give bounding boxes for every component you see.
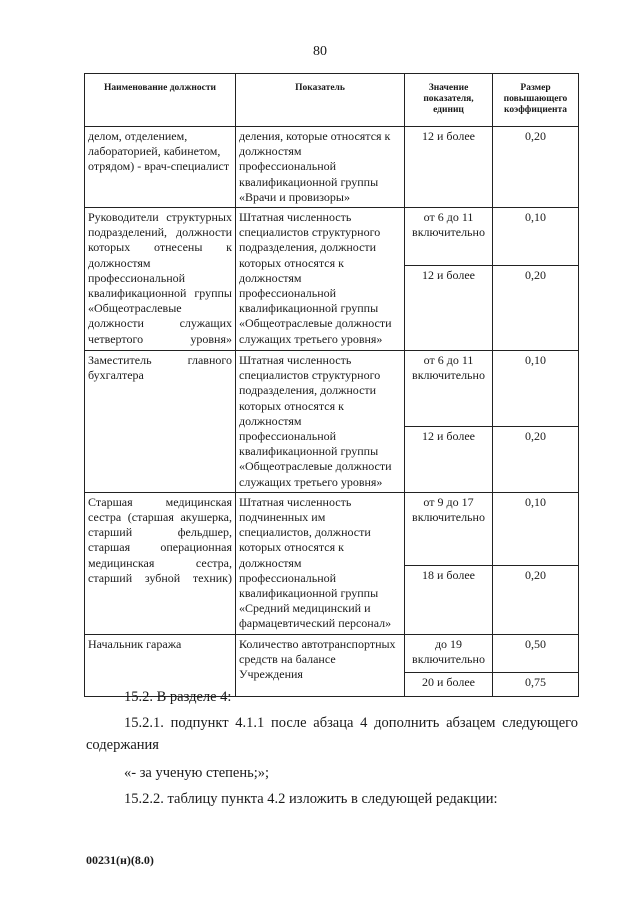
value-cell: от 6 до 11 включительно [405, 351, 493, 426]
coefficient-table [84, 73, 579, 697]
header-value: Значение показателя, единиц [405, 74, 493, 127]
table-header-row [85, 74, 579, 127]
value-cell: 12 и более [405, 266, 493, 351]
indicator-cell: Штатная численность специалистов структурного подразделения, должности которых относятся к должностям профессиональной квалификационной группы «Общеотраслевые должности служащих третьего уровня» [236, 208, 405, 351]
value-cell: 18 и более [405, 565, 493, 634]
coefficient-cell: 0,10 [493, 351, 579, 426]
coefficient-cell: 0,20 [493, 426, 579, 492]
paragraph-15-2: 15.2. В разделе 4: [124, 689, 232, 705]
paragraph-15-2-1: 15.2.1. подпункт 4.1.1 после абзаца 4 дополнить абзацем следующего содержания [86, 715, 578, 753]
header-indicator: Показатель [236, 74, 405, 127]
header-position: Наименование должности [85, 74, 236, 127]
paragraph-15-2-2: 15.2.2. таблицу пункта 4.2 изложить в следующей редакции: [124, 791, 498, 807]
document-code: 00231(н)(8.0) [86, 853, 154, 867]
table-row [85, 127, 579, 208]
position-cell: Руководители структурных подразделений, должности которых отнесены к должностям профессиональной квалификационной группы «Общеотраслевые должности служащих четвертого уровня» [85, 208, 236, 351]
table-row [85, 351, 579, 426]
table-row [85, 492, 579, 565]
coefficient-cell: 0,50 [493, 634, 579, 672]
value-cell: до 19 включительно [405, 634, 493, 672]
coefficient-cell: 0,10 [493, 492, 579, 565]
indicator-cell: Штатная численность специалистов структурного подразделения, должности которых относятся к должностям профессиональной квалификационной группы «Общеотраслевые должности служащих третьего уровня» [236, 351, 405, 493]
coefficient-cell: 0,10 [493, 208, 579, 266]
header-coefficient: Размер повышающего коэффициента [493, 74, 579, 127]
indicator-cell: деления, которые относятся к должностям профессиональной квалификационной группы «Врачи и провизоры» [236, 127, 405, 208]
coefficient-cell: 0,20 [493, 127, 579, 208]
coefficient-cell: 0,75 [493, 672, 579, 696]
coefficient-cell: 0,20 [493, 565, 579, 634]
indicator-cell: Штатная численность подчиненных им специалистов, должности которых относятся к должностям профессиональной квалификационной группы «Средний медицинский и фармацевтический персонал» [236, 492, 405, 634]
position-cell: делом, отделением, лабораторией, кабинетом, отрядом) - врач-специалист [85, 127, 236, 208]
indicator-cell: Количество автотранспортных средств на балансе Учреждения [236, 634, 405, 696]
table-row [85, 208, 579, 266]
position-cell: Старшая медицинская сестра (старшая акушерка, старший фельдшер, старшая операционная медицинская сестра, старший зубной техник) [85, 492, 236, 634]
coefficient-cell: 0,20 [493, 266, 579, 351]
value-cell: 12 и более [405, 127, 493, 208]
page-number: 80 [313, 44, 327, 59]
position-cell: Начальник гаража [85, 634, 236, 696]
paragraph-quote: «- за ученую степень;»; [124, 765, 270, 781]
value-cell: от 6 до 11 включительно [405, 208, 493, 266]
table-row [85, 634, 579, 672]
position-cell: Заместитель главного бухгалтера [85, 351, 236, 493]
value-cell: 20 и более [405, 672, 493, 696]
value-cell: 12 и более [405, 426, 493, 492]
value-cell: от 9 до 17 включительно [405, 492, 493, 565]
